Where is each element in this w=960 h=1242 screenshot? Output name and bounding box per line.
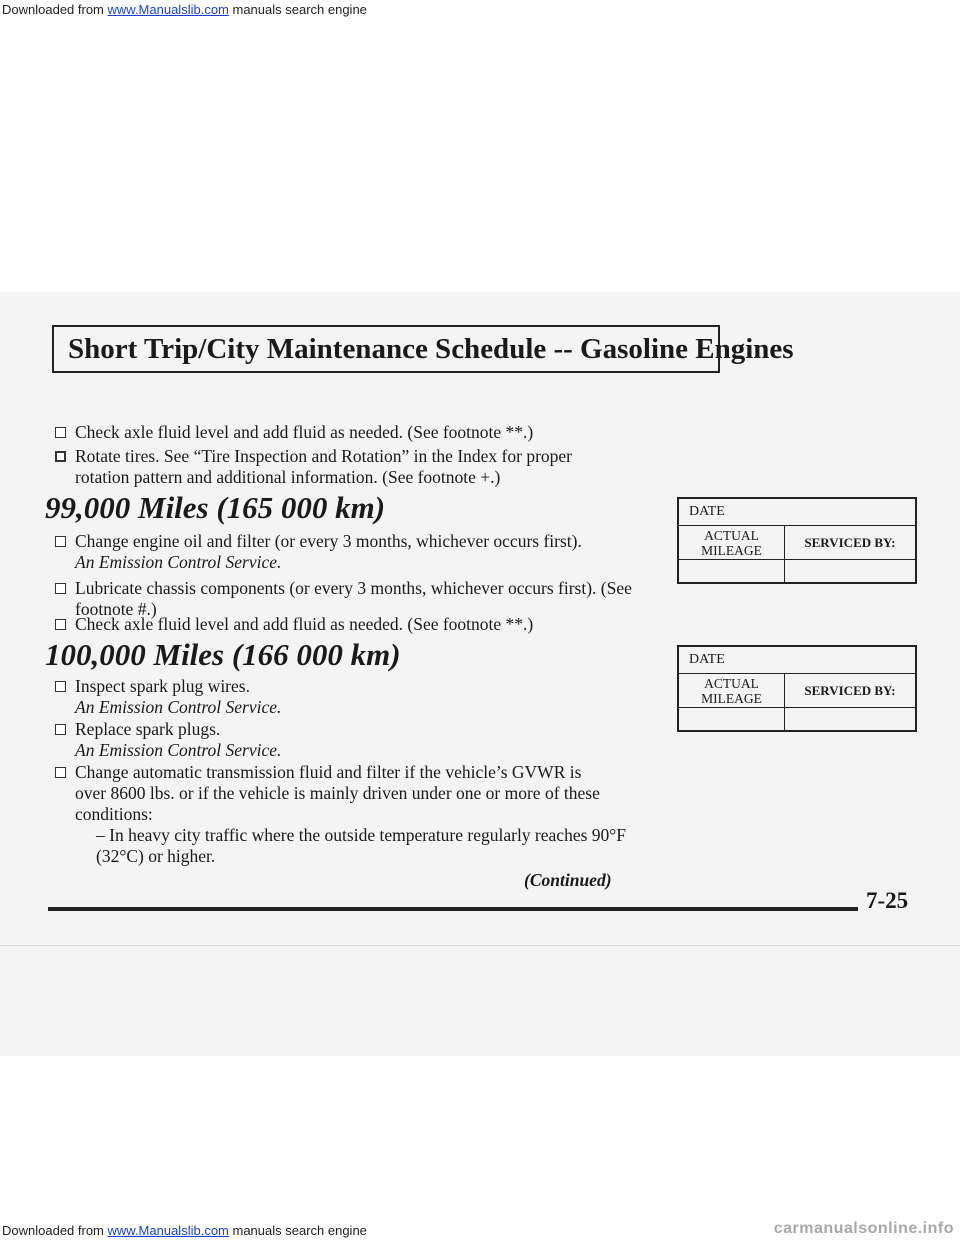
list-item: Change engine oil and filter (or every 3 months, whichever occurs first). An Emission Control Service. [55, 531, 635, 573]
section-heading-100000: 100,000 Miles (166 000 km) [45, 637, 401, 672]
watermark-prefix: Downloaded from [2, 2, 108, 17]
serviced-by-label: SERVICED BY: [804, 683, 896, 698]
manualslib-link[interactable]: www.Manualslib.com [107, 1223, 229, 1238]
service-record-table: DATE ACTUAL MILEAGE SERVICED BY: [677, 497, 917, 584]
date-label: DATE [679, 499, 915, 526]
footer-rule [48, 907, 858, 911]
list-item: Rotate tires. See “Tire Inspection and Rotation” in the Index for proper rotation pattern and additional information. (See footnote +.) [55, 446, 615, 488]
checkbox-icon [55, 536, 66, 547]
serviced-by-label: SERVICED BY: [804, 535, 896, 550]
sub-list-item: – In heavy city traffic where the outside temperature regularly reaches 90°F (32°C) or higher. [96, 825, 626, 866]
mileage-label: ACTUAL [704, 528, 759, 543]
date-label: DATE [679, 647, 915, 674]
mileage-entry-cell [679, 708, 785, 732]
checkbox-icon [55, 583, 66, 594]
checkbox-icon [55, 767, 66, 778]
checkbox-icon [55, 681, 66, 692]
list-item: Check axle fluid level and add fluid as needed. (See footnote **.) [55, 614, 635, 635]
continued-label: (Continued) [524, 870, 612, 890]
list-item: Check axle fluid level and add fluid as needed. (See footnote **.) [55, 422, 615, 443]
scan-line [0, 945, 960, 946]
manualslib-link[interactable]: www.Manualslib.com [107, 2, 229, 17]
service-record-table: DATE ACTUAL MILEAGE SERVICED BY: [677, 645, 917, 732]
manual-page [0, 292, 960, 1056]
list-item: Lubricate chassis components (or every 3 months, whichever occurs first). (See footnote #.) [55, 578, 635, 620]
list-item: Inspect spark plug wires. An Emission Control Service. [55, 676, 635, 718]
checkbox-icon [55, 451, 66, 462]
checkbox-icon [55, 619, 66, 630]
site-watermark: carmanualsonline.info [773, 1220, 954, 1237]
list-item: Replace spark plugs. An Emission Control Service. [55, 719, 635, 761]
checkbox-icon [55, 724, 66, 735]
page-title: Short Trip/City Maintenance Schedule -- Gasoline Engines [52, 325, 720, 373]
mileage-entry-cell [679, 560, 785, 584]
watermark-suffix: manuals search engine [228, 2, 367, 17]
section-heading-99000: 99,000 Miles (165 000 km) [45, 490, 386, 525]
mileage-label: ACTUAL [704, 676, 759, 691]
download-watermark-footer: Downloaded from www.Manualslib.com manuals search engine [2, 1223, 367, 1238]
list-item: Change automatic transmission fluid and filter if the vehicle’s GVWR is over 8600 lbs. or if the vehicle is mainly driven under one or more of these conditions: [55, 762, 600, 825]
download-watermark-header [0, 0, 960, 22]
checkbox-icon [55, 427, 66, 438]
page-number: 7-25 [866, 888, 909, 913]
